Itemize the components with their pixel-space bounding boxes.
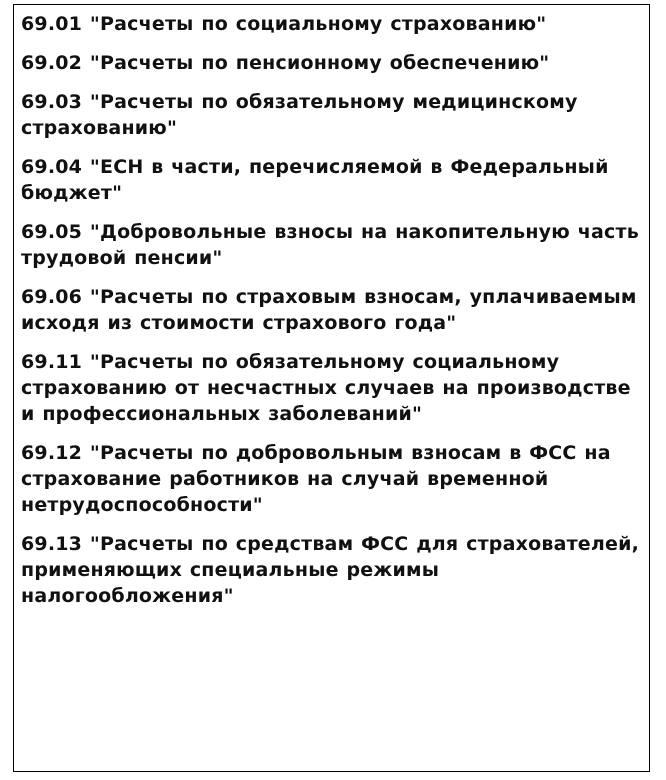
- account-69-02: 69.02 "Расчеты по пенсионному обеспечению": [21, 52, 550, 74]
- account-69-05: 69.05 "Добровольные взносы на накопительную часть трудовой пенсии": [21, 221, 639, 269]
- account-69-12: 69.12 "Расчеты по добровольным взносам в ФСС на страхование работников на случай временной нетрудоспособности": [21, 442, 611, 516]
- account-69-01: 69.01 "Расчеты по социальному страхованию": [21, 13, 547, 35]
- account-69-03: 69.03 "Расчеты по обязательному медицинскому страхованию": [21, 91, 578, 139]
- account-69-04: 69.04 "ЕСН в части, перечисляемой в Федеральный бюджет": [21, 156, 609, 204]
- account-69-11: 69.11 "Расчеты по обязательному социальному страхованию от несчастных случаев на производстве и профессиональных заболеваний": [21, 351, 631, 425]
- document-frame: [13, 4, 650, 772]
- account-69-06: 69.06 "Расчеты по страховым взносам, уплачиваемым исходя из стоимости страхового года": [21, 286, 637, 334]
- account-69-13: 69.13 "Расчеты по средствам ФСС для страхователей, применяющих специальные режимы налогообложения": [21, 533, 640, 607]
- account-list: [21, 11, 643, 622]
